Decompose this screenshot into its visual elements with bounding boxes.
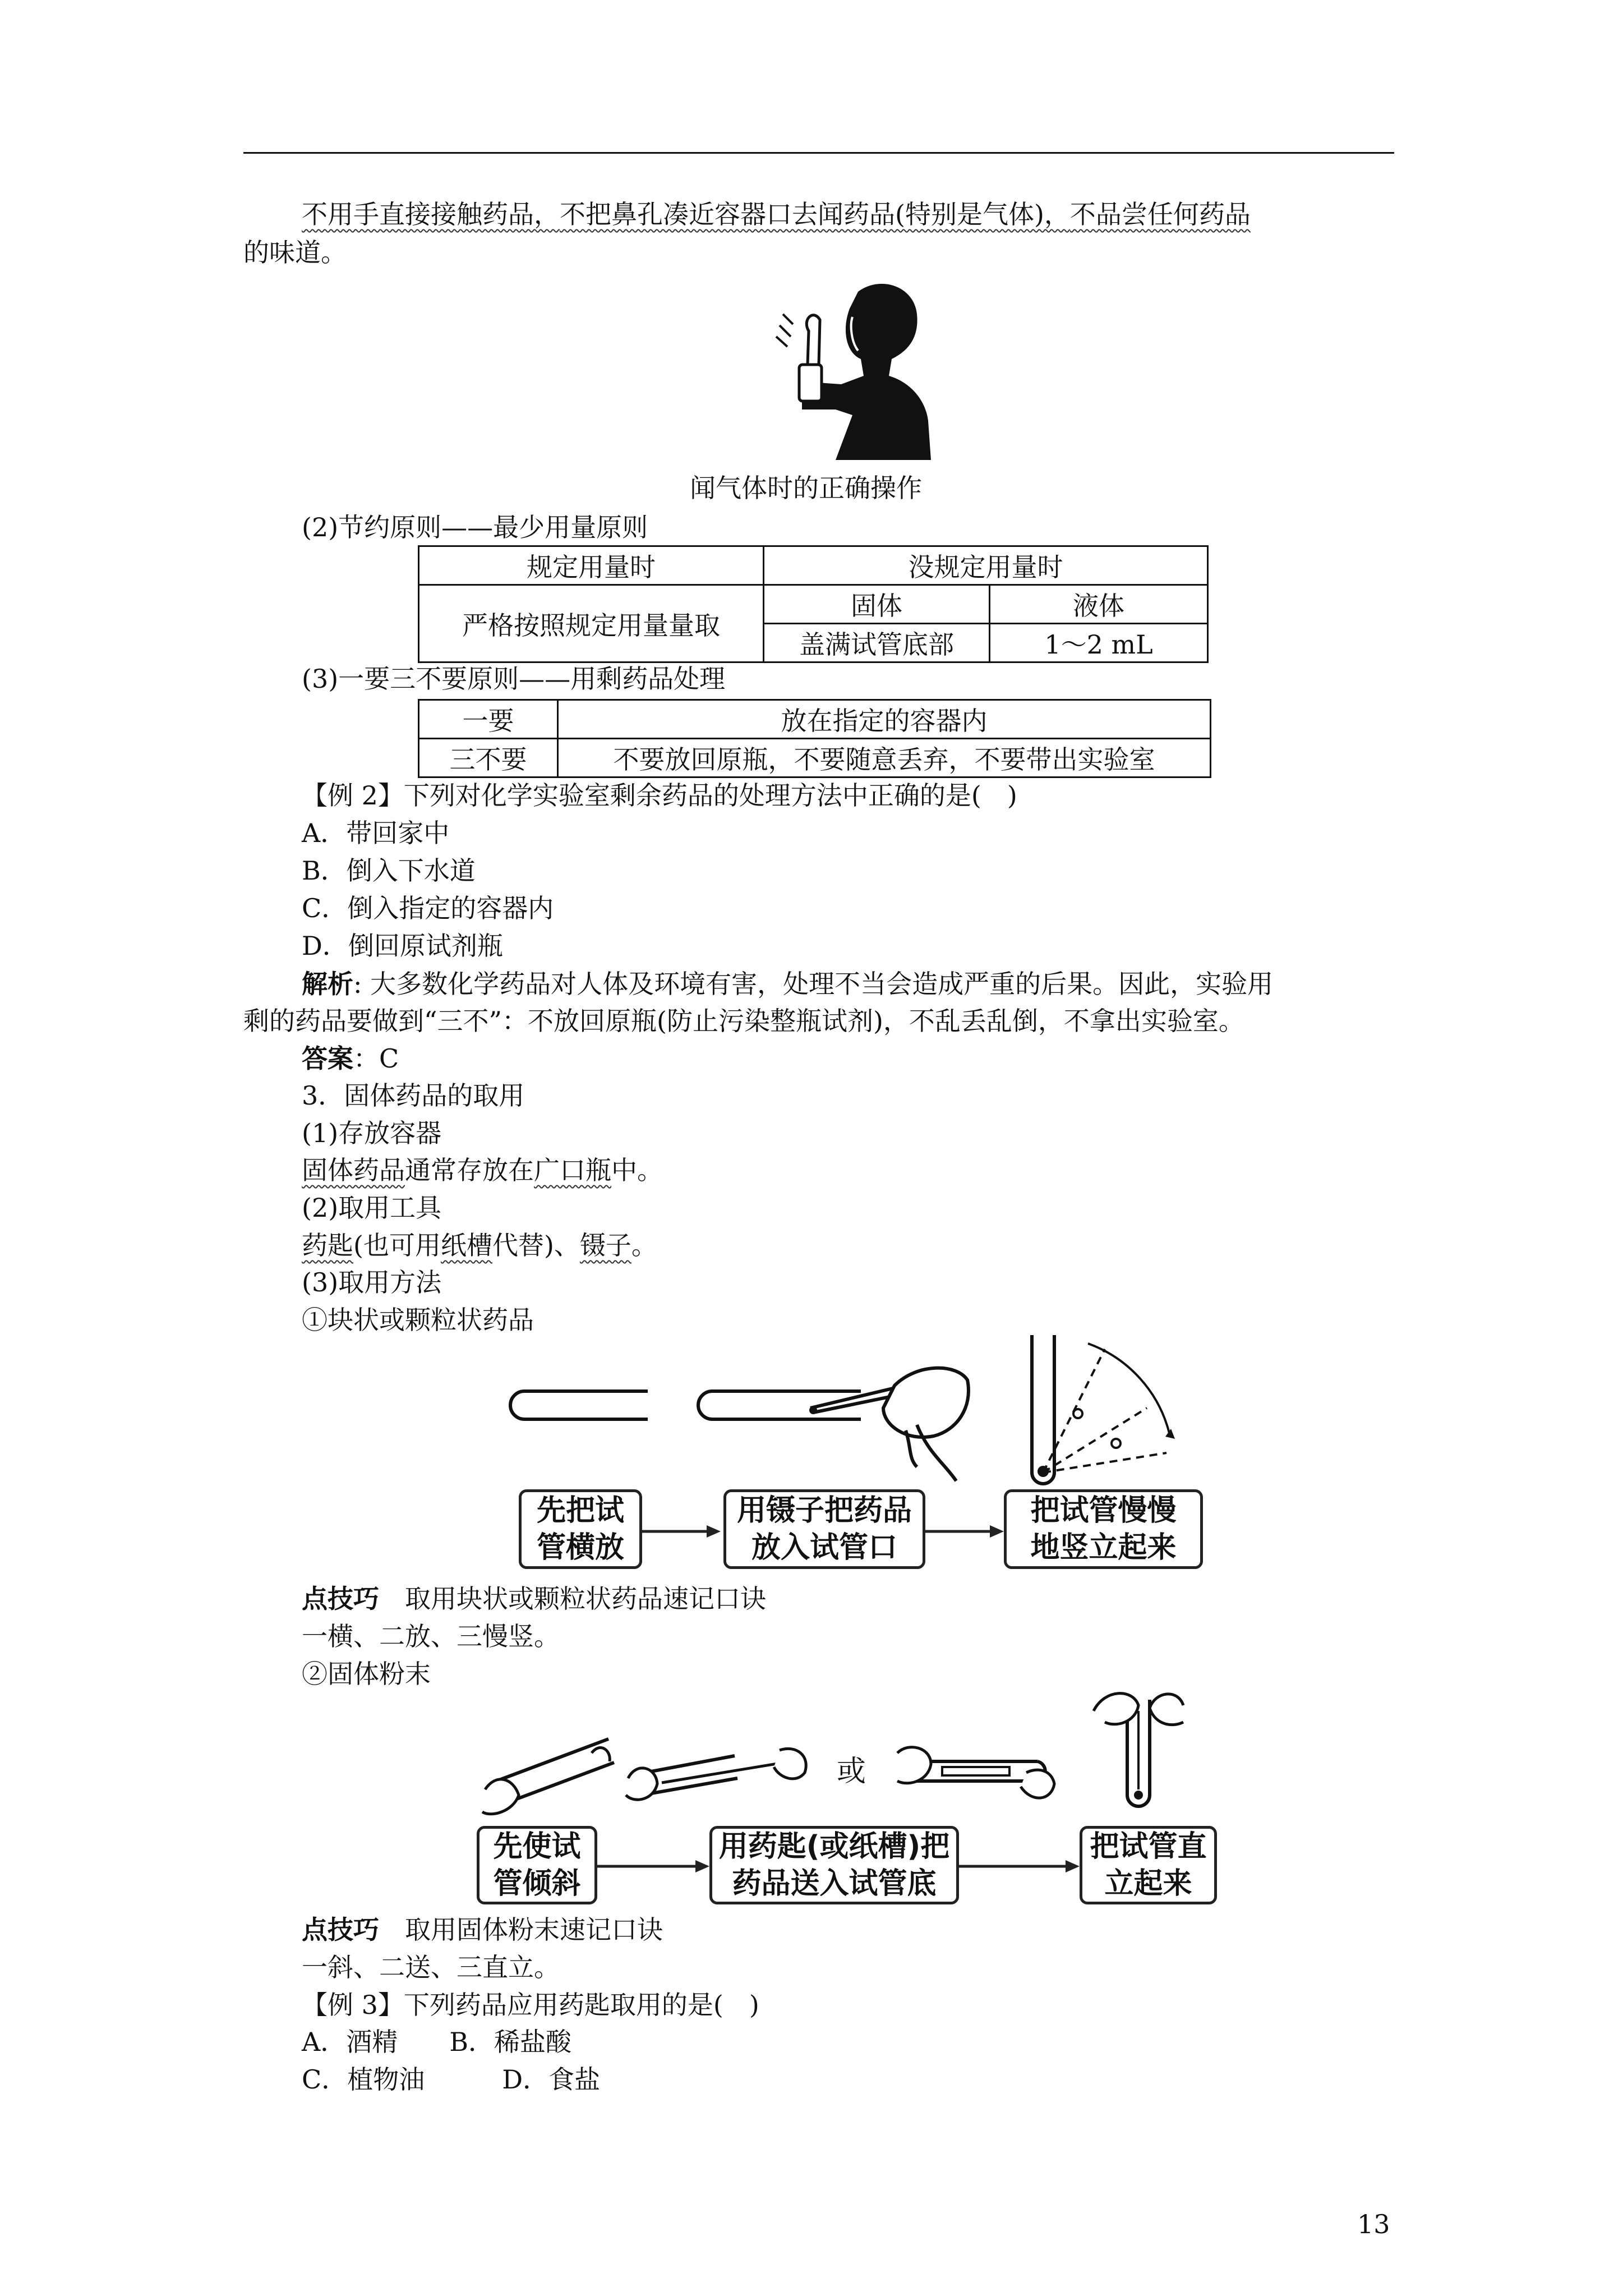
flow1-step3-box (1004, 1489, 1203, 1569)
p2-header-unspecified: 没规定用量时 (764, 546, 1208, 585)
example2-option-a: A．带回家中 (302, 818, 450, 848)
intro-s3: 不品尝任何药品 (1069, 199, 1251, 229)
tip1 (302, 1582, 766, 1616)
test-tube-horizontal-illustration (505, 1386, 651, 1425)
example2-option-b: B．倒入下水道 (302, 855, 476, 886)
flow2-or: 或 (837, 1755, 866, 1788)
section3-s3: (3)取用方法 (302, 1267, 442, 1297)
analysis-label: 解析 (302, 969, 353, 999)
answer-label: 答案 (302, 1043, 353, 1074)
p2-cell-solid: 固体 (764, 585, 990, 624)
flow2-step2-box (709, 1826, 959, 1904)
analysis-text-1: : 大多数化学药品对人体及环境有害，处理不当会造成严重的后果。因此，实验用 (353, 969, 1274, 999)
section3-s1-body (302, 1153, 663, 1187)
intro-s2: 不把鼻孔凑近容器口去闻药品(特别是气体)， (560, 199, 1070, 229)
flow2-step3-box (1080, 1826, 1217, 1904)
flow1-step2-line1: 用镊子把药品 (736, 1494, 912, 1527)
flow2-arrow-1 (597, 1858, 709, 1875)
principle2-title: (2)节约原则——最少用量原则 (302, 512, 648, 542)
flow1-step1-line2: 管横放 (536, 1531, 624, 1565)
flow1-step1-line1: 先把试 (536, 1494, 624, 1527)
tube-tilted-illustration (479, 1728, 614, 1823)
tip1-label: 点技巧 (302, 1584, 379, 1614)
flow2-step2-line2: 药品送入试管底 (732, 1867, 937, 1901)
tube-slowly-upright-illustration (1021, 1327, 1189, 1495)
p3-r1c1: 一要 (419, 700, 558, 739)
s2-body-e: 镊子 (579, 1230, 631, 1260)
section3-m1: ①块状或颗粒状药品 (302, 1305, 534, 1335)
p2-cell-solid-amount: 盖满试管底部 (764, 624, 990, 662)
example2-analysis-line-1 (302, 967, 1273, 1001)
tip2-text: 取用固体粉末速记口诀 (405, 1915, 663, 1945)
tip2-rhyme: 一斜、二送、三直立。 (302, 1952, 560, 1982)
example2-analysis-line-2: 剩的药品要做到“三不”：不放回原瓶(防止污染整瓶试剂)，不乱丢乱倒，不拿出实验室。 (243, 1006, 1244, 1036)
flow1-step2-line2: 放入试管口 (751, 1531, 897, 1565)
fig-smell-caption: 闻气体时的正确操作 (690, 473, 922, 503)
flow2-step1-line2: 管倾斜 (493, 1867, 581, 1901)
tip2-label: 点技巧 (302, 1915, 379, 1945)
example3-options-row2: C．植物油 D．食盐 (302, 2064, 601, 2095)
p2-header-specified: 规定用量时 (419, 546, 764, 585)
section3-title: 3．固体药品的取用 (302, 1080, 525, 1111)
flow2-step1-line1: 先使试 (493, 1830, 581, 1864)
example2-option-d: D．倒回原试剂瓶 (302, 931, 503, 961)
flow1-step2-box (723, 1489, 925, 1569)
paper-trough-insert-illustration (892, 1731, 1060, 1809)
s2-body-d: 代替)、 (492, 1230, 580, 1260)
p3-r2c1: 三不要 (419, 739, 558, 777)
principle3-title: (3)一要三不要原则——用剩药品处理 (302, 664, 726, 694)
p2-cell-strict: 严格按照规定用量量取 (419, 585, 764, 662)
p2-cell-liquid-amount: 1～2 mL (990, 624, 1208, 662)
tube-upright-illustration (1082, 1683, 1195, 1818)
intro-s1: 不用手直接接触药品， (302, 199, 560, 229)
section3-s2: (2)取用工具 (302, 1193, 442, 1223)
flow2-step2-line1: 用药匙(或纸槽)把 (718, 1830, 950, 1864)
principle2-table (418, 545, 1209, 663)
s2-body-f: 。 (631, 1230, 657, 1260)
answer-value: ：C (353, 1043, 399, 1074)
flow2-step3-line1: 把试管直 (1090, 1830, 1207, 1864)
example3-options-row1: A．酒精 B．稀盐酸 (302, 2027, 572, 2057)
flow1-step3-line2: 地竖立起来 (1030, 1531, 1177, 1565)
p3-r2c2: 不要放回原瓶，不要随意丢弃，不要带出实验室 (558, 739, 1211, 777)
tip2 (302, 1913, 663, 1947)
tip1-text: 取用块状或颗粒状药品速记口诀 (405, 1584, 766, 1614)
intro-line-2: 的味道。 (243, 237, 347, 268)
principle3-table (418, 699, 1211, 778)
m2-title: ②固体粉末 (302, 1659, 431, 1689)
s1-body-c: 广口瓶 (534, 1155, 611, 1185)
example3-question: 【例 3】下列药品应用药匙取用的是( ) (302, 1990, 759, 2020)
spatula-insert-illustration (623, 1739, 813, 1812)
s2-body-c: 纸槽 (440, 1230, 492, 1260)
page-number: 13 (1357, 2209, 1390, 2239)
section3-s1: (1)存放容器 (302, 1118, 442, 1148)
s1-body-a: 固体药品 (302, 1155, 405, 1185)
flow2-arrow-2 (959, 1858, 1080, 1875)
example2-answer (302, 1042, 399, 1075)
p3-r1c2: 放在指定的容器内 (558, 700, 1211, 739)
flow2-step3-line2: 立起来 (1104, 1867, 1192, 1901)
s1-body-b: 通常存放在 (405, 1155, 534, 1185)
p2-cell-liquid: 液体 (990, 585, 1208, 624)
header-rule (243, 152, 1394, 154)
flow2-step1-box (477, 1826, 597, 1904)
tip1-rhyme: 一横、二放、三慢竖。 (302, 1621, 560, 1651)
s2-body-b: (也可用 (353, 1230, 441, 1260)
flow1-arrow-1 (642, 1523, 721, 1540)
s2-body-a: 药匙 (302, 1230, 353, 1260)
flow1-arrow-2 (925, 1523, 1004, 1540)
s1-body-d: 中。 (611, 1155, 663, 1185)
example2-option-c: C．倒入指定的容器内 (302, 893, 554, 923)
flow1-step1-box (519, 1489, 642, 1569)
example2-question: 【例 2】下列对化学实验室剩余药品的处理方法中正确的是( ) (302, 780, 1017, 811)
intro-line-1 (302, 197, 1251, 231)
flow1-step3-line1: 把试管慢慢 (1030, 1494, 1177, 1527)
section3-s2-body (302, 1228, 657, 1262)
smelling-gas-illustration (768, 269, 948, 471)
tweezers-insert-illustration (693, 1341, 984, 1487)
